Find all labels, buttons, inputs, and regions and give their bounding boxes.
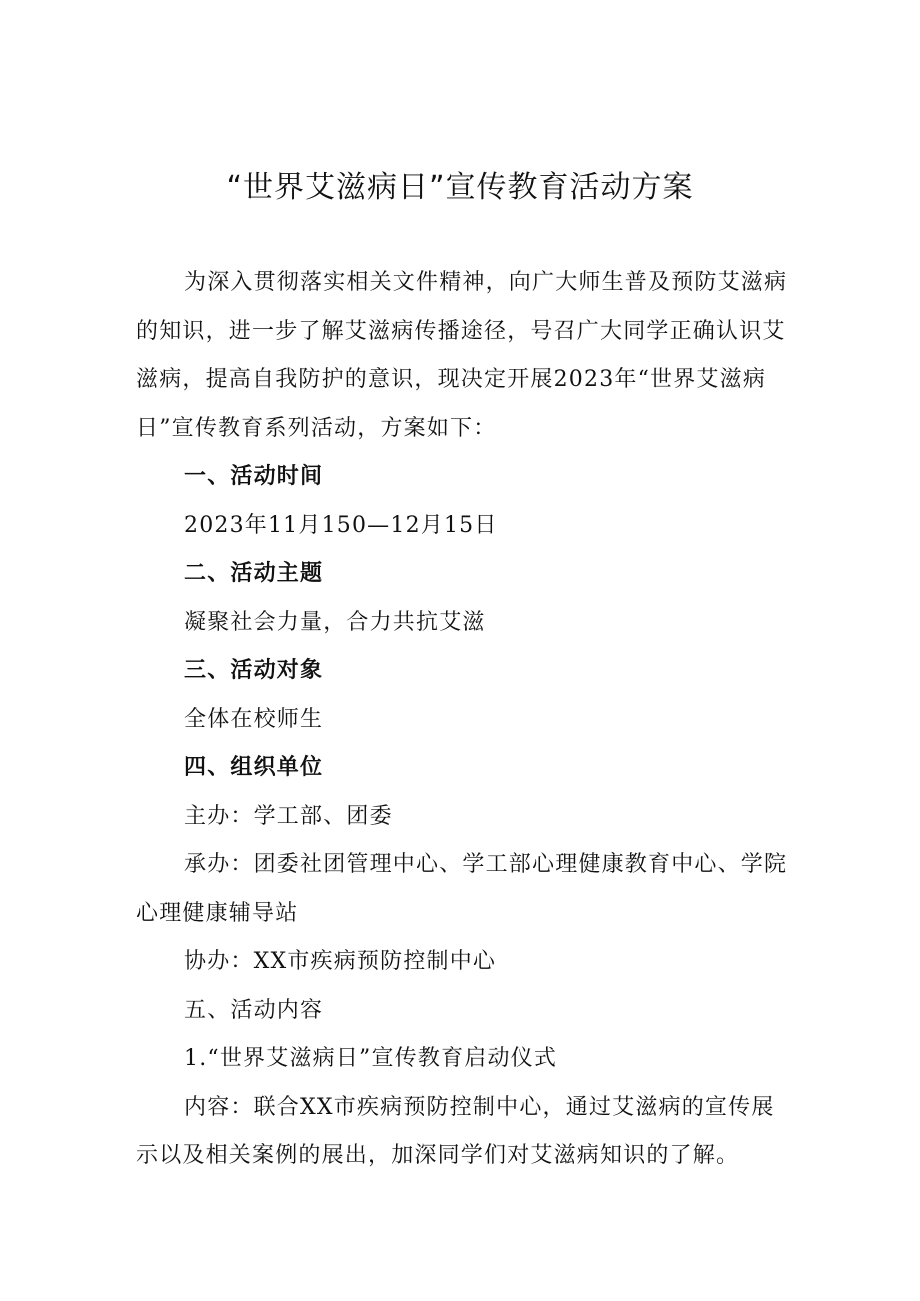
document-body xyxy=(136,259,796,1181)
section-text-time: 2023年11月150—12月15日 xyxy=(184,512,498,538)
section-heading-audience: 三、活动对象 xyxy=(184,658,324,683)
content-item1-title: 1.“世界艾滋病日”宣传教育启动仪式 xyxy=(184,1046,558,1071)
section-heading-organization: 四、组织单位 xyxy=(184,755,324,780)
org-host: 主办：学工部、团委 xyxy=(184,803,393,829)
section-text-theme: 凝聚社会力量，合力共抗艾滋 xyxy=(184,609,486,635)
org-organizer: 承办：团委社团管理中心、学工部心理健康教育中心、学院心理健康辅导站 xyxy=(136,852,788,926)
section-heading-time: 一、活动时间 xyxy=(184,464,324,489)
intro-paragraph: 为深入贯彻落实相关文件精神，向广大师生普及预防艾滋病的知识，进一步了解艾滋病传播途径，号召广大同学正确认识艾滋病，提高自我防护的意识，现决定开展2023年“世界艾滋病日”宣传教育系列活动，方案如下： xyxy=(136,270,788,441)
section-text-audience: 全体在校师生 xyxy=(184,706,324,732)
org-co-organizer: 协办：XX市疾病预防控制中心 xyxy=(184,949,497,974)
content-item1-text: 内容：联合XX市疾病预防控制中心，通过艾滋病的宣传展示以及相关案例的展出，加深同学们对艾滋病知识的了解。 xyxy=(136,1094,775,1168)
section-heading-theme: 二、活动主题 xyxy=(184,561,324,586)
section-heading-content: 五、活动内容 xyxy=(184,997,324,1023)
document-title: “世界艾滋病日”宣传教育活动方案 xyxy=(226,170,694,205)
